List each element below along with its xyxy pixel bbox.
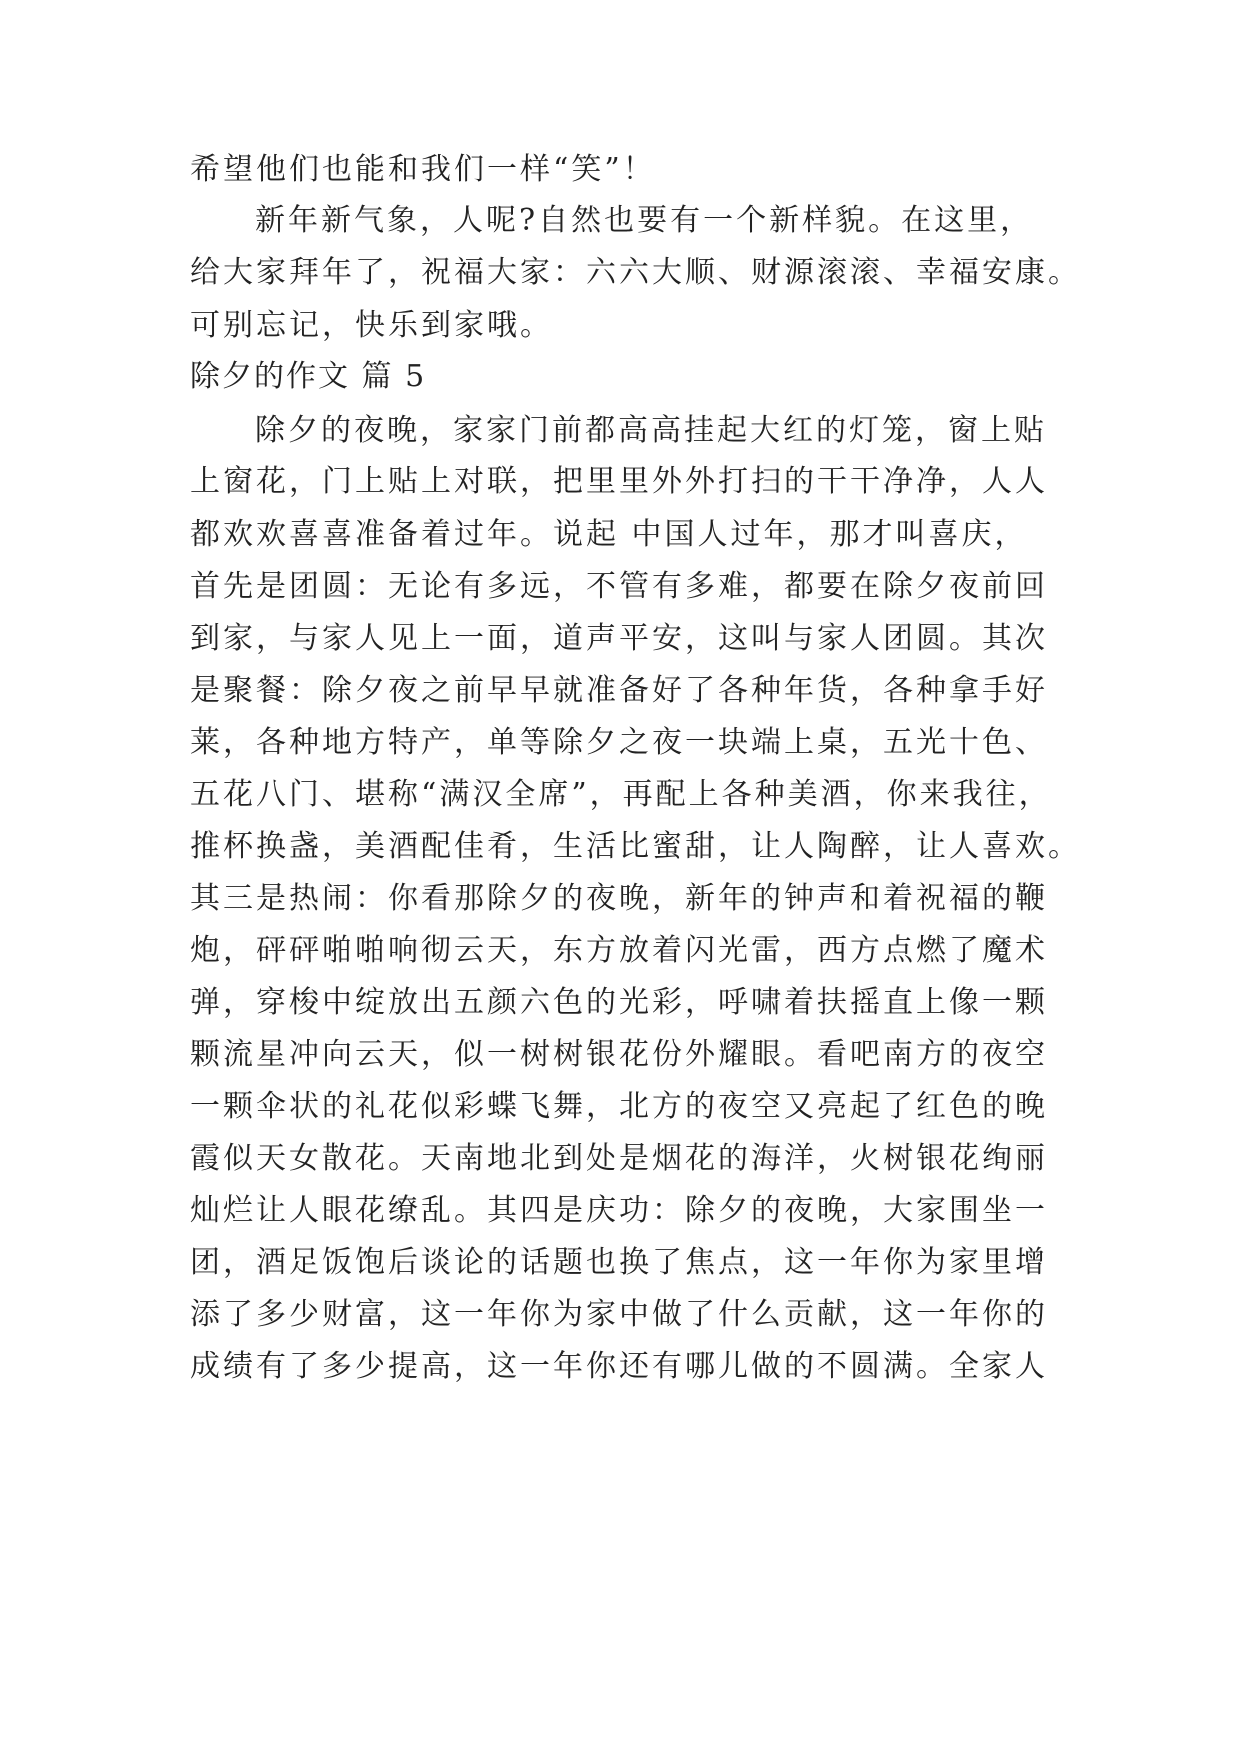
paragraph-line: 给大家拜年了，祝福大家：六六大顺、财源滚滚、幸福安康。 (190, 255, 1081, 290)
paragraph-line: 炮，砰砰啪啪响彻云天，东方放着闪光雷，西方点燃了魔术 (190, 933, 1048, 968)
paragraph-line: 其三是热闹：你看那除夕的夜晚，新年的钟声和着祝福的鞭 (190, 881, 1048, 916)
paragraph-line: 霞似天女散花。天南地北到处是烟花的海洋，火树银花绚丽 (190, 1141, 1048, 1176)
paragraph-line: 灿烂让人眼花缭乱。其四是庆功：除夕的夜晚，大家围坐一 (190, 1193, 1048, 1228)
paragraph-line: 颗流星冲向云天，似一树树银花份外耀眼。看吧南方的夜空 (190, 1037, 1048, 1072)
paragraph-line: 团，酒足饭饱后谈论的话题也换了焦点，这一年你为家里增 (190, 1245, 1048, 1280)
paragraph-line: 可别忘记，快乐到家哦。 (190, 308, 553, 343)
paragraph-line: 推杯换盏，美酒配佳肴，生活比蜜甜，让人陶醉，让人喜欢。 (190, 829, 1081, 864)
paragraph-line: 五花八门、堪称“满汉全席”，再配上各种美酒，你来我往， (190, 777, 1052, 812)
paragraph-line: 弹，穿梭中绽放出五颜六色的光彩，呼啸着扶摇直上像一颗 (190, 985, 1048, 1020)
paragraph-line: 希望他们也能和我们一样“笑”！ (190, 152, 656, 187)
paragraph-line: 添了多少财富，这一年你为家中做了什么贡献，这一年你的 (190, 1297, 1048, 1332)
paragraph-line: 成绩有了多少提高，这一年你还有哪儿做的不圆满。全家人 (190, 1349, 1048, 1384)
paragraph-line: 新年新气象，人呢?自然也要有一个新样貌。在这里， (255, 203, 1034, 238)
paragraph-line: 都欢欢喜喜准备着过年。说起 中国人过年，那才叫喜庆， (190, 517, 1028, 552)
paragraph-line: 是聚餐：除夕夜之前早早就准备好了各种年货，各种拿手好 (190, 673, 1048, 708)
paragraph-line: 首先是团圆：无论有多远，不管有多难，都要在除夕夜前回 (190, 569, 1048, 604)
paragraph-line: 一颗伞状的礼花似彩蝶飞舞，北方的夜空又亮起了红色的晚 (190, 1089, 1048, 1124)
paragraph-line: 莱，各种地方特产，单等除夕之夜一块端上桌，五光十色、 (190, 725, 1048, 760)
paragraph-line: 除夕的夜晚，家家门前都高高挂起大红的灯笼，窗上贴 (255, 413, 1047, 448)
section-heading: 除夕的作文 篇 5 (190, 359, 427, 394)
paragraph-line: 上窗花，门上贴上对联，把里里外外打扫的干干净净，人人 (190, 464, 1048, 499)
paragraph-line: 到家，与家人见上一面，道声平安，这叫与家人团圆。其次 (190, 621, 1048, 656)
